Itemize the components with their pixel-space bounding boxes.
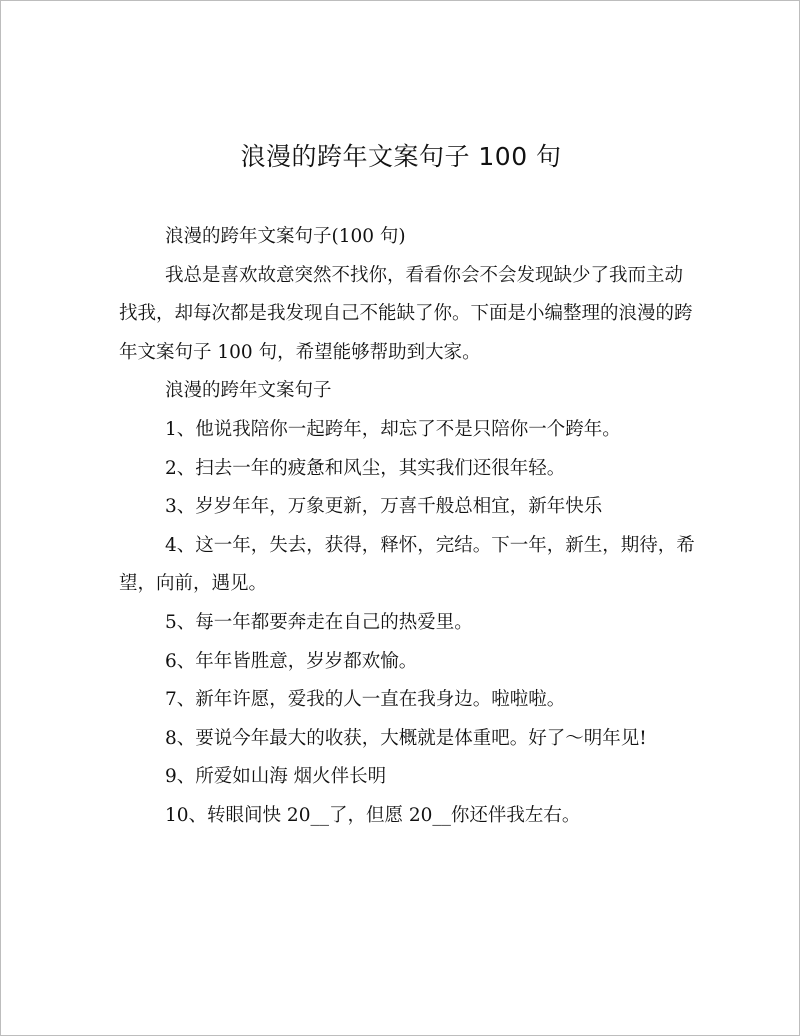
list-item: 7、新年许愿，爱我的人一直在我身边。啦啦啦。 — [165, 689, 566, 711]
paragraph-subtitle: 浪漫的跨年文案句子(100 句) — [165, 226, 406, 247]
list-item: 5、每一年都要奔走在自己的热爱里。 — [165, 611, 473, 633]
list-item: 3、岁岁年年，万象更新，万喜千般总相宜，新年快乐 — [165, 496, 603, 518]
list-item: 2、扫去一年的疲惫和风尘，其实我们还很年轻。 — [165, 457, 566, 479]
list-item: 1、他说我陪你一起跨年，却忘了不是只陪你一个跨年。 — [165, 418, 621, 440]
list-item: 6、年年皆胜意，岁岁都欢愉。 — [165, 650, 418, 672]
paragraph-intro: 我总是喜欢故意突然不找你，看看你会不会发现缺少了我而主动找我，却每次都是我发现自己不能缺了你。下面是小编整理的浪漫的跨年文案句子 100 句，希望能够帮助到大家。 — [119, 264, 693, 363]
list-item: 10、转眼间快 20__了，但愿 20__你还伴我左右。 — [165, 804, 581, 826]
paragraph-section-heading: 浪漫的跨年文案句子 — [165, 380, 332, 402]
list-item: 9、所爱如山海 烟火伴长明 — [165, 766, 387, 788]
document-title: 浪漫的跨年文案句子 100 句 — [240, 142, 562, 171]
document-body — [119, 218, 699, 836]
list-item: 8、要说今年最大的收获，大概就是体重吧。好了～明年见! — [165, 727, 647, 749]
list-item: 4、这一年，失去，获得，释怀，完结。下一年，新生，期待，希望，向前，遇见。 — [119, 534, 695, 595]
